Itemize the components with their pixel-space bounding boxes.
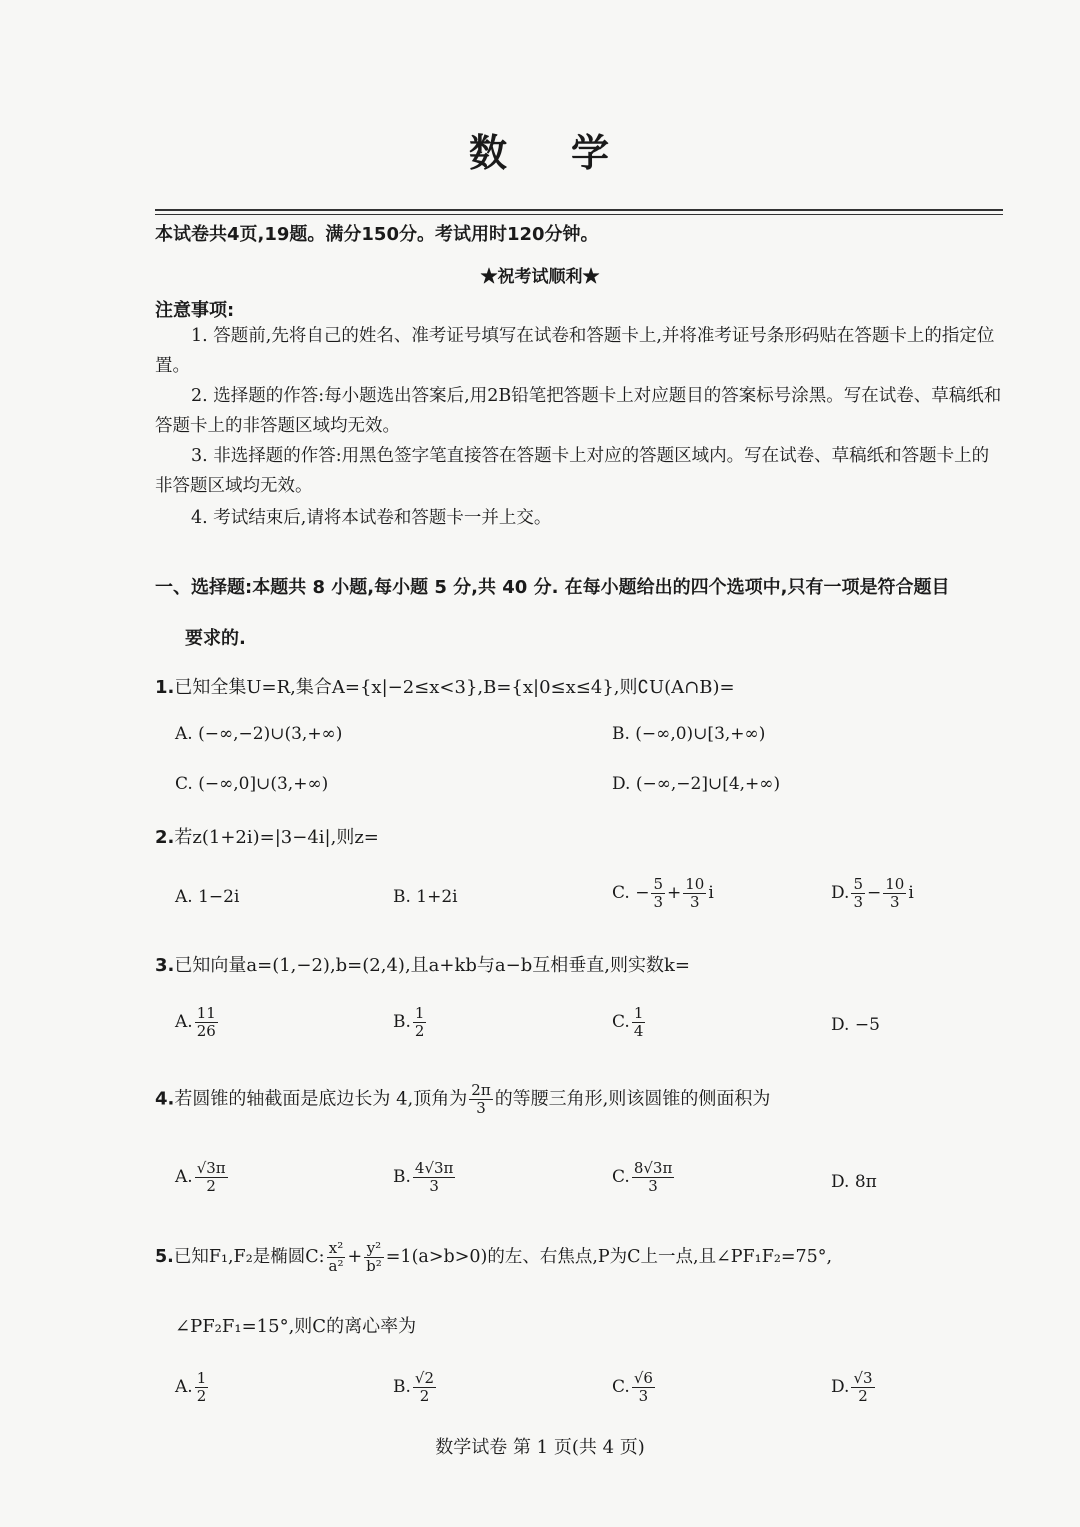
question-stem-cont: 的等腰三角形,则该圆锥的侧面积为 [494,1088,771,1110]
numerator: 10 [885,875,905,893]
question-number: 3. [155,955,175,976]
note-3: 3. 非选择题的作答:用黑色签字笔直接答在答题卡上对应的答题区域内。写在试卷、草稿纸和答题卡上的非答题区域均无效。 [155,446,990,496]
q2-option-c [612,876,714,911]
numerator: 5 [653,875,663,893]
q3-option-a [175,1005,220,1040]
question-3 [155,951,1015,977]
fraction [195,1005,218,1040]
q3-option-d: D. −5 [831,1015,880,1035]
numerator: 10 [685,875,705,893]
denominator: 3 [429,1177,439,1195]
good-luck-banner: ★祝考试顺利★ [480,267,600,287]
fraction [632,1370,655,1405]
numerator: √6 [633,1369,653,1387]
title-char-2: 学 [571,130,612,175]
numerator: 2π [471,1081,491,1099]
option-label: A. [175,1012,193,1032]
fraction [632,1005,646,1040]
numerator: 5 [853,875,863,893]
q3-option-c [612,1005,647,1040]
question-stem: 若z(1+2i)=|3−4i|,则z= [174,827,379,848]
exam-intro: 本试卷共4页,19题。满分150分。考试用时120分钟。 [155,224,599,245]
question-4 [155,1082,1015,1117]
option-label: D. [831,883,850,903]
note-4: 4. 考试结束后,请将本试卷和答题卡一并上交。 [191,508,552,528]
question-1 [155,673,1015,699]
numerator: y² [364,1240,384,1258]
q2-option-d [831,876,914,911]
denominator: 3 [476,1099,486,1117]
q1-option-c: C. (−∞,0]∪(3,+∞) [175,774,329,794]
question-2 [155,823,1015,849]
question-5-line-2: ∠PF₂F₁=15°,则C的离心率为 [175,1316,417,1337]
denominator: 3 [648,1177,658,1195]
fraction [683,876,706,911]
question-number: 1. [155,677,175,698]
fraction [413,1370,436,1405]
question-stem: 已知F₁,F₂是椭圆C: [173,1247,325,1267]
denominator: 2 [206,1177,216,1195]
question-stem-cont: =1(a>b>0)的左、右焦点,P为C上一点,且∠PF₁F₂=75°, [385,1247,833,1267]
question-number: 4. [155,1088,175,1110]
q5-option-b [393,1370,438,1405]
title-rule-thick [155,209,1003,211]
numerator: 8√3π [633,1159,673,1177]
question-number: 5. [155,1247,174,1267]
question-stem: 已知向量a=(1,−2),b=(2,4),且a+kb与a−b互相垂直,则实数k= [174,955,690,976]
fraction [632,1160,675,1195]
option-label: A. [175,1167,193,1187]
q1-option-d: D. (−∞,−2]∪[4,+∞) [612,774,781,794]
q2-option-b: B. 1+2i [393,887,458,907]
q4-option-c [612,1160,676,1195]
q5-option-d [831,1370,877,1405]
q1-option-a: A. (−∞,−2)∪(3,+∞) [175,724,343,744]
option-label: B. [393,1377,411,1397]
fraction [651,876,665,911]
fraction [469,1082,492,1117]
denominator: 2 [414,1022,425,1040]
section-1-heading: 一、选择题:本题共 8 小题,每小题 5 分,共 40 分. 在每小题给出的四个选项中,只有一项是符合题目 [155,577,950,598]
option-label: C. [612,1377,630,1397]
imaginary-unit: i [908,883,914,903]
fraction [883,876,906,911]
denominator: 26 [196,1022,216,1040]
fraction [195,1160,228,1195]
denominator: a² [328,1257,344,1275]
question-stem: 已知全集U=R,集合A={x|−2≤x<3},B={x|0≤x≤4},则∁U(A∩B)= [174,677,735,698]
q3-option-b [393,1005,428,1040]
numerator: 11 [196,1004,216,1022]
numerator: x² [327,1240,346,1258]
notes-heading: 注意事项: [155,300,235,321]
operator: + [347,1247,363,1267]
option-label: B. [393,1167,411,1187]
operator: + [667,883,682,903]
note-2: 2. 选择题的作答:每小题选出答案后,用2B铅笔把答题卡上对应题目的答案标号涂黑。写在试卷、草稿纸和答题卡上的非答题区域均无效。 [155,386,1002,436]
fraction [327,1240,346,1275]
q2-option-a: A. 1−2i [175,887,240,907]
question-number: 2. [155,827,175,848]
numerator: √3 [853,1369,873,1387]
denominator: 3 [653,893,663,911]
title-rule-thin [155,214,1003,215]
page-title [0,122,1080,177]
q5-option-a [175,1370,210,1405]
q4-option-b [393,1160,457,1195]
fraction [851,1370,874,1405]
q4-option-d: D. 8π [831,1172,877,1192]
numerator: √3π [196,1159,226,1177]
denominator: b² [366,1257,382,1275]
option-label: A. [175,1377,193,1397]
numerator: 1 [414,1004,425,1022]
denominator: 2 [419,1387,430,1405]
fraction [195,1370,209,1405]
denominator: 2 [858,1387,868,1405]
fraction [413,1005,427,1040]
section-1-heading-cont: 要求的. [185,628,246,649]
fraction [851,876,865,911]
imaginary-unit: i [708,883,714,903]
q5-option-c [612,1370,657,1405]
numerator: 4√3π [414,1159,454,1177]
question-5 [155,1240,1015,1275]
option-label: D. [831,1377,850,1397]
title-char-1: 数 [468,130,509,175]
numerator: 1 [633,1004,644,1022]
denominator: 3 [853,893,863,911]
denominator: 3 [690,893,700,911]
option-label: B. [393,1012,411,1032]
operator: − [866,883,882,903]
fraction [364,1240,384,1275]
note-1: 1. 答题前,先将自己的姓名、准考证号填写在试卷和答题卡上,并将准考证号条形码贴在答题卡上的指定位置。 [155,326,995,376]
denominator: 3 [638,1387,649,1405]
q1-option-b: B. (−∞,0)∪[3,+∞) [612,724,766,744]
fraction [413,1160,456,1195]
page-footer: 数学试卷 第 1 页(共 4 页) [435,1437,645,1458]
denominator: 4 [633,1022,644,1040]
question-stem: 若圆锥的轴截面是底边长为 4,顶角为 [174,1088,468,1110]
q4-option-a [175,1160,230,1195]
denominator: 2 [196,1387,207,1405]
option-label: C. [612,1167,630,1187]
option-label: C. [612,1012,630,1032]
numerator: √2 [414,1369,435,1387]
denominator: 3 [890,893,900,911]
option-label: C. − [612,883,650,903]
numerator: 1 [196,1369,207,1387]
